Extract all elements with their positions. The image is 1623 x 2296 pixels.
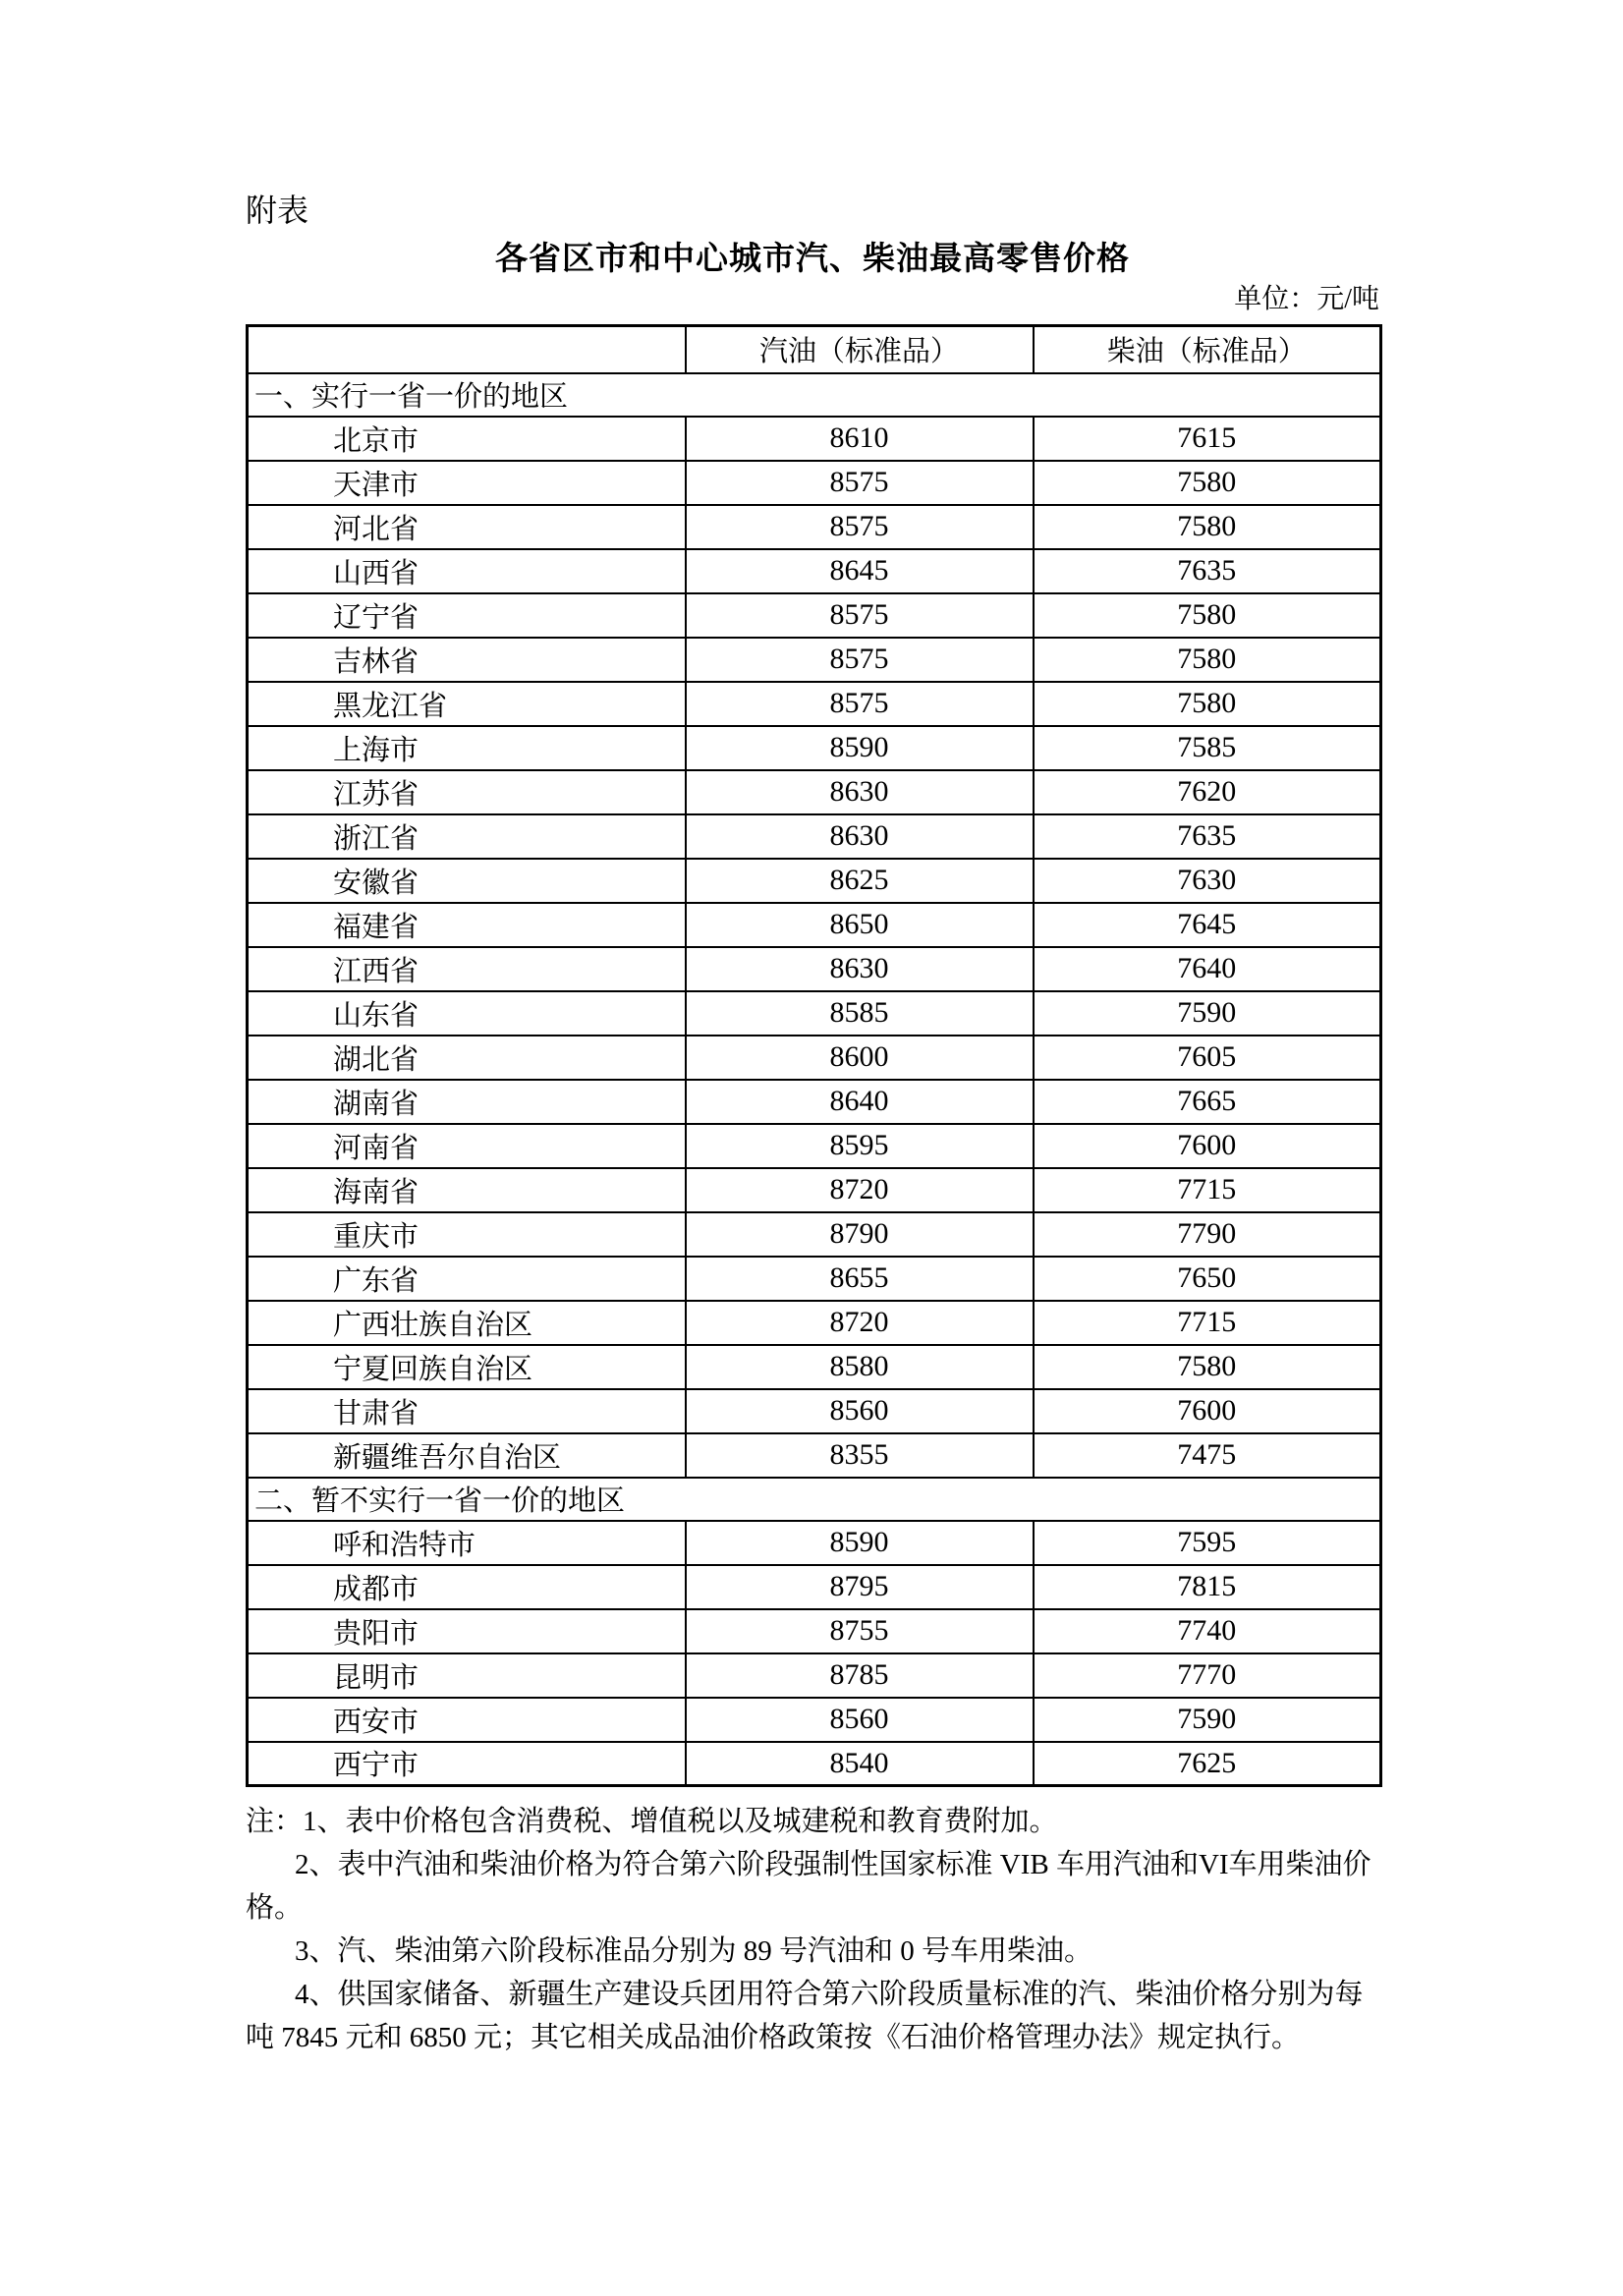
region-name: 湖南省 (248, 1080, 686, 1124)
gasoline-price: 8610 (686, 417, 1034, 461)
region-name: 昆明市 (248, 1653, 686, 1698)
gasoline-price: 8590 (686, 726, 1034, 770)
table-row (248, 1653, 1381, 1698)
gasoline-price: 8630 (686, 814, 1034, 859)
diesel-price: 7580 (1034, 593, 1381, 638)
gasoline-price: 8790 (686, 1212, 1034, 1257)
gasoline-price: 8575 (686, 505, 1034, 549)
diesel-price: 7645 (1034, 903, 1381, 947)
region-name: 浙江省 (248, 814, 686, 859)
table-row (248, 726, 1381, 770)
table-row (248, 505, 1381, 549)
section-heading-row (248, 373, 1381, 417)
diesel-price: 7590 (1034, 1698, 1381, 1742)
diesel-price: 7585 (1034, 726, 1381, 770)
gasoline-price: 8575 (686, 638, 1034, 682)
diesel-price: 7770 (1034, 1653, 1381, 1698)
table-row (248, 549, 1381, 593)
table-row (248, 991, 1381, 1036)
table-row (248, 461, 1381, 505)
table-row (248, 1080, 1381, 1124)
note-line: 3、汽、柴油第六阶段标准品分别为 89 号汽油和 0 号车用柴油。 (295, 1935, 1093, 1967)
table-row (248, 770, 1381, 814)
gasoline-price: 8755 (686, 1609, 1034, 1653)
gasoline-price: 8560 (686, 1389, 1034, 1433)
region-name: 贵阳市 (248, 1609, 686, 1653)
gasoline-price: 8645 (686, 549, 1034, 593)
region-name: 山东省 (248, 991, 686, 1036)
diesel-price: 7635 (1034, 814, 1381, 859)
gasoline-price: 8590 (686, 1521, 1034, 1565)
diesel-price: 7715 (1034, 1168, 1381, 1212)
diesel-price: 7615 (1034, 417, 1381, 461)
diesel-price: 7740 (1034, 1609, 1381, 1653)
note-line: 吨 7845 元和 6850 元；其它相关成品油价格政策按《石油价格管理办法》规定执行。 (246, 2022, 1301, 2053)
table-row (248, 1036, 1381, 1080)
diesel-price: 7580 (1034, 461, 1381, 505)
notes-section (246, 1800, 1474, 2059)
note-line: 4、供国家储备、新疆生产建设兵团用符合第六阶段质量标准的汽、柴油价格分别为每 (295, 1979, 1364, 2010)
diesel-price: 7600 (1034, 1124, 1381, 1168)
diesel-price: 7625 (1034, 1742, 1381, 1786)
diesel-price: 7630 (1034, 859, 1381, 903)
gasoline-price: 8595 (686, 1124, 1034, 1168)
table-row (248, 1521, 1381, 1565)
region-name: 天津市 (248, 461, 686, 505)
diesel-price: 7665 (1034, 1080, 1381, 1124)
region-name: 河南省 (248, 1124, 686, 1168)
header-region (248, 326, 686, 373)
note-line: 格。 (246, 1892, 304, 1924)
region-name: 广西壮族自治区 (248, 1301, 686, 1345)
region-name: 重庆市 (248, 1212, 686, 1257)
region-name: 辽宁省 (248, 593, 686, 638)
diesel-price: 7635 (1034, 549, 1381, 593)
diesel-price: 7595 (1034, 1521, 1381, 1565)
table-row (248, 903, 1381, 947)
region-name: 新疆维吾尔自治区 (248, 1433, 686, 1478)
section-heading: 二、暂不实行一省一价的地区 (248, 1478, 1381, 1521)
note-line: 2、表中汽油和柴油价格为符合第六阶段强制性国家标准 VIB 车用汽油和VI车用柴油价 (295, 1849, 1371, 1880)
gasoline-price: 8640 (686, 1080, 1034, 1124)
unit-label: 单位：元/吨 (1234, 284, 1379, 314)
region-name: 成都市 (248, 1565, 686, 1609)
table-row (248, 859, 1381, 903)
diesel-price: 7580 (1034, 638, 1381, 682)
region-name: 海南省 (248, 1168, 686, 1212)
note-line: 注：1、表中价格包含消费税、增值税以及城建税和教育费附加。 (246, 1806, 1058, 1837)
region-name: 福建省 (248, 903, 686, 947)
gasoline-price: 8795 (686, 1565, 1034, 1609)
gasoline-price: 8600 (686, 1036, 1034, 1080)
gasoline-price: 8720 (686, 1301, 1034, 1345)
table-row (248, 417, 1381, 461)
price-table (246, 324, 1382, 1787)
diesel-price: 7640 (1034, 947, 1381, 991)
diesel-price: 7600 (1034, 1389, 1381, 1433)
table-row (248, 638, 1381, 682)
table-row (248, 1168, 1381, 1212)
table-row (248, 1389, 1381, 1433)
table-row (248, 1212, 1381, 1257)
table-row (248, 682, 1381, 726)
region-name: 西宁市 (248, 1742, 686, 1786)
region-name: 安徽省 (248, 859, 686, 903)
diesel-price: 7790 (1034, 1212, 1381, 1257)
region-name: 江苏省 (248, 770, 686, 814)
region-name: 江西省 (248, 947, 686, 991)
gasoline-price: 8625 (686, 859, 1034, 903)
gasoline-price: 8580 (686, 1345, 1034, 1389)
gasoline-price: 8630 (686, 947, 1034, 991)
region-name: 上海市 (248, 726, 686, 770)
diesel-price: 7580 (1034, 505, 1381, 549)
gasoline-price: 8655 (686, 1257, 1034, 1301)
region-name: 黑龙江省 (248, 682, 686, 726)
price-table-body (248, 373, 1381, 1786)
table-row (248, 1345, 1381, 1389)
gasoline-price: 8575 (686, 593, 1034, 638)
gasoline-price: 8630 (686, 770, 1034, 814)
region-name: 河北省 (248, 505, 686, 549)
gasoline-price: 8540 (686, 1742, 1034, 1786)
gasoline-price: 8585 (686, 991, 1034, 1036)
header-row (248, 326, 1381, 373)
gasoline-price: 8650 (686, 903, 1034, 947)
diesel-price: 7580 (1034, 1345, 1381, 1389)
diesel-price: 7605 (1034, 1036, 1381, 1080)
section-heading: 一、实行一省一价的地区 (248, 373, 1381, 417)
section-heading-row (248, 1478, 1381, 1521)
header-gasoline: 汽油（标准品） (686, 326, 1034, 373)
diesel-price: 7475 (1034, 1433, 1381, 1478)
region-name: 呼和浩特市 (248, 1521, 686, 1565)
diesel-price: 7620 (1034, 770, 1381, 814)
appendix-label: 附表 (246, 193, 309, 228)
table-row (248, 1565, 1381, 1609)
table-row (248, 947, 1381, 991)
gasoline-price: 8575 (686, 682, 1034, 726)
region-name: 甘肃省 (248, 1389, 686, 1433)
region-name: 广东省 (248, 1257, 686, 1301)
table-row (248, 1257, 1381, 1301)
diesel-price: 7715 (1034, 1301, 1381, 1345)
document-title: 各省区市和中心城市汽、柴油最高零售价格 (495, 240, 1130, 276)
diesel-price: 7650 (1034, 1257, 1381, 1301)
region-name: 山西省 (248, 549, 686, 593)
gasoline-price: 8560 (686, 1698, 1034, 1742)
gasoline-price: 8785 (686, 1653, 1034, 1698)
table-row (248, 1433, 1381, 1478)
region-name: 北京市 (248, 417, 686, 461)
table-row (248, 814, 1381, 859)
diesel-price: 7815 (1034, 1565, 1381, 1609)
region-name: 宁夏回族自治区 (248, 1345, 686, 1389)
gasoline-price: 8575 (686, 461, 1034, 505)
region-name: 西安市 (248, 1698, 686, 1742)
table-row (248, 593, 1381, 638)
header-diesel: 柴油（标准品） (1034, 326, 1381, 373)
diesel-price: 7590 (1034, 991, 1381, 1036)
table-row (248, 1698, 1381, 1742)
price-table-header (248, 326, 1381, 373)
gasoline-price: 8355 (686, 1433, 1034, 1478)
table-row (248, 1742, 1381, 1786)
table-row (248, 1124, 1381, 1168)
gasoline-price: 8720 (686, 1168, 1034, 1212)
region-name: 吉林省 (248, 638, 686, 682)
table-row (248, 1301, 1381, 1345)
diesel-price: 7580 (1034, 682, 1381, 726)
table-row (248, 1609, 1381, 1653)
region-name: 湖北省 (248, 1036, 686, 1080)
